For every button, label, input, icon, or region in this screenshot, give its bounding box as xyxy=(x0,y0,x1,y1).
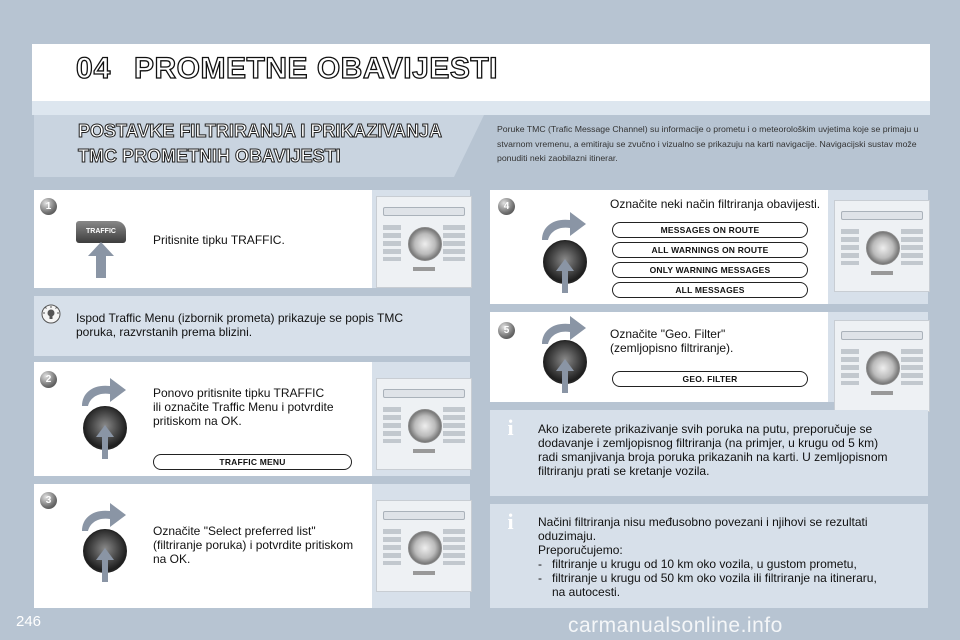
step4-badge: 4 xyxy=(498,198,515,215)
section-title-line-2: TMC PROMETNIH OBAVIJESTI xyxy=(78,146,341,166)
info2-item-2: filtriranje u krugu od 50 km oko vozila ili filtriranje na itineraru, xyxy=(552,571,877,585)
watermark: carmanualsonline.info xyxy=(568,614,783,637)
step3-line-1: Označite "Select preferred list" xyxy=(153,524,316,538)
section-title xyxy=(34,115,464,177)
radio-unit-image xyxy=(834,320,930,412)
step1-text: Pritisnite tipku TRAFFIC. xyxy=(153,233,285,247)
info1-line-3: radi smanjivanja broja poruka prikazanih na karti. U zemljopisnom xyxy=(538,450,888,464)
info-icon: i xyxy=(507,415,514,440)
step4-text: Označite neki način filtriranja obavijesti. xyxy=(610,197,821,211)
info2-item-2-cont: na autocesti. xyxy=(552,585,621,599)
page-number: 246 xyxy=(16,613,42,630)
radio-unit-image xyxy=(834,200,930,292)
radio-unit-image xyxy=(376,196,472,288)
tip-lightbulb-icon xyxy=(40,303,62,325)
tip-text: Ispod Traffic Menu (izbornik prometa) prikazuje se popis TMC poruka, razvrstanih prema blizini. xyxy=(76,311,404,339)
chapter-number: 04 xyxy=(76,52,112,85)
info1-line-4: filtriranju prati se kretanje vozila. xyxy=(538,464,710,478)
decorative-band xyxy=(32,101,930,115)
info1-line-1: Ako izaberete prikazivanje svih poruka na putu, preporučuje se xyxy=(538,422,873,436)
traffic-button[interactable]: TRAFFIC xyxy=(76,221,126,243)
press-arrow-icon xyxy=(556,259,574,293)
step3-line-3: na OK. xyxy=(153,552,191,566)
section-title-line-1: POSTAVKE FILTRIRANJA I PRIKAZIVANJA xyxy=(78,121,443,141)
radio-unit-image xyxy=(376,378,472,470)
press-arrow-icon xyxy=(556,359,574,393)
info1-line-2: dodavanje i zemljopisnog filtriranja (na primjer, u krugu od 5 km) xyxy=(538,436,879,450)
step3-badge: 3 xyxy=(40,492,57,509)
option-all-warnings-on-route[interactable]: ALL WARNINGS ON ROUTE xyxy=(612,242,808,258)
step2-line-3: pritiskom na OK. xyxy=(153,414,242,428)
step5-line-2: (zemljopisno filtriranje). xyxy=(610,341,734,355)
step1-badge: 1 xyxy=(40,198,57,215)
info2-line-2: oduzimaju. xyxy=(538,529,597,543)
info2-line-3: Preporučujemo: xyxy=(538,543,623,557)
info2-dash-2: - xyxy=(538,571,542,585)
option-all-messages[interactable]: ALL MESSAGES xyxy=(612,282,808,298)
option-only-warning-messages[interactable]: ONLY WARNING MESSAGES xyxy=(612,262,808,278)
info2-item-1: filtriranje u krugu od 10 km oko vozila, u gustom prometu, xyxy=(552,557,857,571)
step2-line-2: ili označite Traffic Menu i potvrdite xyxy=(153,400,334,414)
step2-line-1: Ponovo pritisnite tipku TRAFFIC xyxy=(153,386,325,400)
step5-line-1: Označite "Geo. Filter" xyxy=(610,327,726,341)
info-icon: i xyxy=(507,509,514,534)
rotate-arrow-icon xyxy=(538,212,588,242)
intro-text: Poruke TMC (Trafic Message Channel) su informacije o prometu i o meteorološkim uvjetima koje se primaju u stvarnom vremenu, a emitiraju se zvučno i vizualno se prikazuju na karti navigacije. Navigacijski sustav može ponuditi neki zaobilazni itinerar. xyxy=(497,124,919,163)
option-messages-on-route[interactable]: MESSAGES ON ROUTE xyxy=(612,222,808,238)
press-arrow-icon xyxy=(88,242,114,278)
step3-line-2: (filtriranje poruka) i potvrdite pritiskom xyxy=(153,538,354,552)
traffic-menu-item[interactable]: TRAFFIC MENU xyxy=(153,454,352,470)
rotate-arrow-icon xyxy=(78,378,128,408)
info2-line-1: Načini filtriranja nisu međusobno povezani i njihovi se rezultati xyxy=(538,515,868,529)
step2-badge: 2 xyxy=(40,371,57,388)
press-arrow-icon xyxy=(96,548,114,582)
geo-filter-item[interactable]: GEO. FILTER xyxy=(612,371,808,387)
info2-dash-1: - xyxy=(538,557,542,571)
press-arrow-icon xyxy=(96,425,114,459)
page-title: PROMETNE OBAVIJESTI xyxy=(134,52,498,85)
radio-unit-image xyxy=(376,500,472,592)
step5-badge: 5 xyxy=(498,322,515,339)
